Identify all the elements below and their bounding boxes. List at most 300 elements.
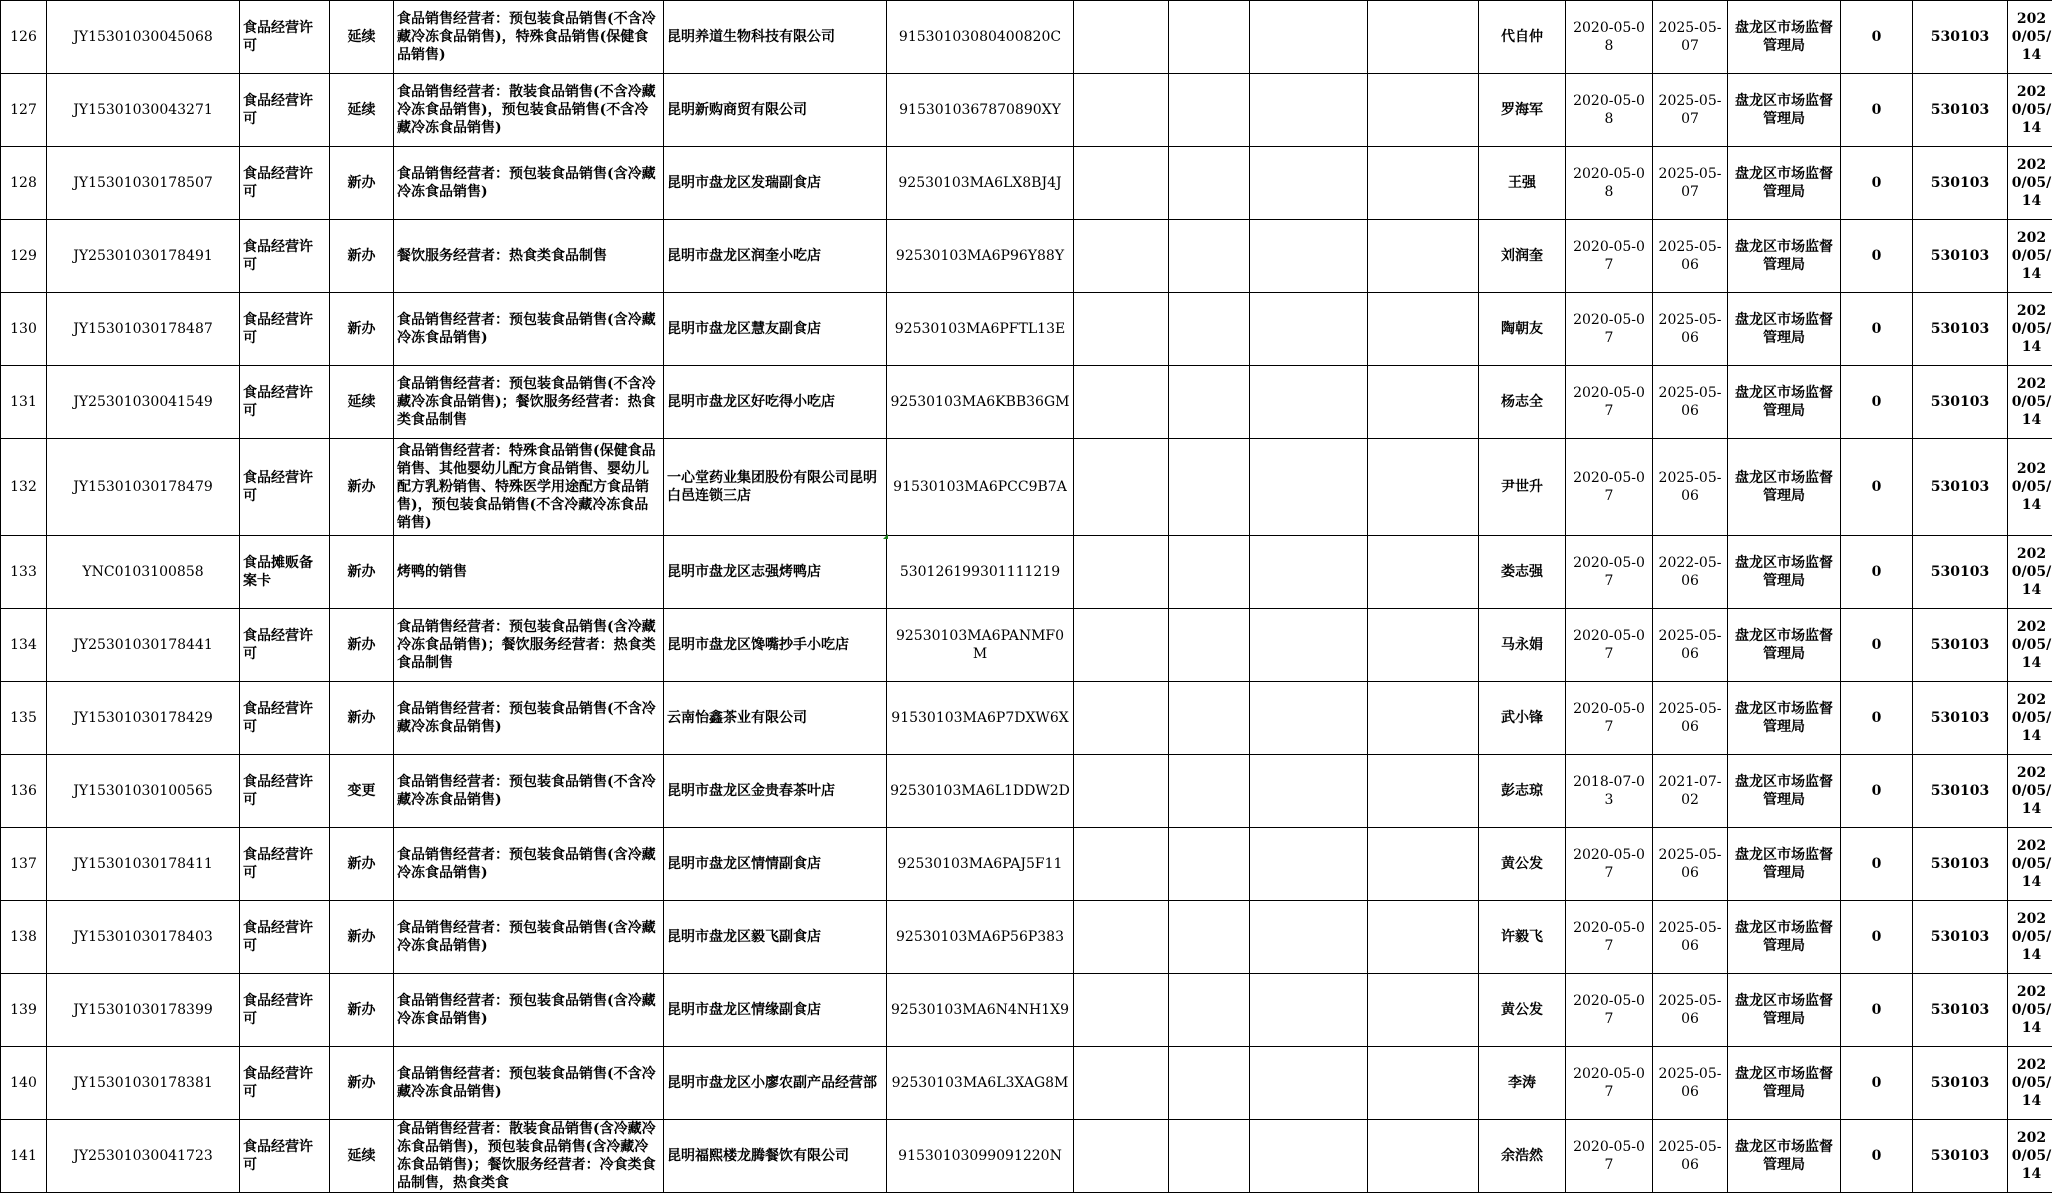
cell-blank bbox=[1368, 439, 1479, 536]
cell-license: JY25301030041549 bbox=[47, 366, 240, 439]
cell-type: 食品经营许可 bbox=[240, 1120, 330, 1193]
cell-license: JY15301030178507 bbox=[47, 147, 240, 220]
cell-scope: 食品销售经营者：散装食品销售(含冷藏冷冻食品销售)，预包装食品销售(含冷藏冷冻食品销售)；餐饮服务经营者：冷食类食品制售，热食类食 bbox=[394, 1120, 664, 1193]
cell-status: 0 bbox=[1841, 1047, 1913, 1120]
cell-area-code: 530103 bbox=[1913, 536, 2008, 609]
cell-blank bbox=[1169, 828, 1250, 901]
cell-action: 新办 bbox=[330, 828, 394, 901]
cell-person: 彭志琼 bbox=[1479, 755, 1566, 828]
cell-authority: 盘龙区市场监督管理局 bbox=[1728, 682, 1841, 755]
table-row bbox=[1, 293, 2052, 366]
cell-credit-code: 91530103099091220N bbox=[887, 1120, 1074, 1193]
cell-action: 延续 bbox=[330, 1120, 394, 1193]
cell-authority: 盘龙区市场监督管理局 bbox=[1728, 974, 1841, 1047]
cell-no: 136 bbox=[1, 755, 47, 828]
cell-license: JY15301030178429 bbox=[47, 682, 240, 755]
cell-end: 2025-05-06 bbox=[1653, 220, 1728, 293]
cell-authority: 盘龙区市场监督管理局 bbox=[1728, 901, 1841, 974]
cell-status: 0 bbox=[1841, 901, 1913, 974]
cell-person: 黄公发 bbox=[1479, 974, 1566, 1047]
cell-blank bbox=[1250, 147, 1368, 220]
table-row bbox=[1, 682, 2052, 755]
cell-status: 0 bbox=[1841, 366, 1913, 439]
cell-pub-date: 2020/05/14 bbox=[2008, 974, 2052, 1047]
cell-end: 2025-05-06 bbox=[1653, 439, 1728, 536]
cell-status: 0 bbox=[1841, 1, 1913, 74]
table-row bbox=[1, 974, 2052, 1047]
cell-blank bbox=[1368, 828, 1479, 901]
cell-authority: 盘龙区市场监督管理局 bbox=[1728, 755, 1841, 828]
cell-scope: 食品销售经营者：散装食品销售(不含冷藏冷冻食品销售)，预包装食品销售(不含冷藏冷冻食品销售) bbox=[394, 74, 664, 147]
cell-blank bbox=[1250, 901, 1368, 974]
cell-authority: 盘龙区市场监督管理局 bbox=[1728, 293, 1841, 366]
cell-credit-code: 91530103MA6P7DXW6X bbox=[887, 682, 1074, 755]
cell-license: JY25301030178441 bbox=[47, 609, 240, 682]
cell-blank bbox=[1074, 220, 1169, 293]
cell-person: 许毅飞 bbox=[1479, 901, 1566, 974]
cell-pub-date: 2020/05/14 bbox=[2008, 828, 2052, 901]
cell-start: 2020-05-07 bbox=[1566, 1120, 1653, 1193]
cell-type: 食品经营许可 bbox=[240, 1, 330, 74]
cell-blank bbox=[1250, 974, 1368, 1047]
cell-blank bbox=[1250, 220, 1368, 293]
table-row bbox=[1, 609, 2052, 682]
cell-person: 尹世升 bbox=[1479, 439, 1566, 536]
cell-blank bbox=[1074, 1, 1169, 74]
table-row bbox=[1, 74, 2052, 147]
cell-action: 新办 bbox=[330, 147, 394, 220]
cell-start: 2020-05-07 bbox=[1566, 974, 1653, 1047]
cell-area-code: 530103 bbox=[1913, 74, 2008, 147]
cell-blank bbox=[1250, 1047, 1368, 1120]
cell-area-code: 530103 bbox=[1913, 293, 2008, 366]
cell-scope: 食品销售经营者：预包装食品销售(不含冷藏冷冻食品销售) bbox=[394, 682, 664, 755]
table-row bbox=[1, 1, 2052, 74]
cell-pub-date: 2020/05/14 bbox=[2008, 220, 2052, 293]
cell-blank bbox=[1169, 1120, 1250, 1193]
cell-no: 139 bbox=[1, 974, 47, 1047]
cell-scope: 食品销售经营者：预包装食品销售(含冷藏冷冻食品销售) bbox=[394, 974, 664, 1047]
cell-blank bbox=[1074, 293, 1169, 366]
cell-license: JY15301030043271 bbox=[47, 74, 240, 147]
cell-person: 刘润奎 bbox=[1479, 220, 1566, 293]
cell-blank bbox=[1250, 682, 1368, 755]
cell-pub-date: 2020/05/14 bbox=[2008, 609, 2052, 682]
cell-license: JY15301030178487 bbox=[47, 293, 240, 366]
cell-status: 0 bbox=[1841, 682, 1913, 755]
cell-blank bbox=[1250, 755, 1368, 828]
cell-end: 2025-05-07 bbox=[1653, 147, 1728, 220]
cell-status: 0 bbox=[1841, 609, 1913, 682]
cell-blank bbox=[1368, 1, 1479, 74]
cell-area-code: 530103 bbox=[1913, 366, 2008, 439]
cell-blank bbox=[1368, 1120, 1479, 1193]
cell-scope: 烤鸭的销售 bbox=[394, 536, 664, 609]
cell-blank bbox=[1074, 901, 1169, 974]
cell-license: JY15301030100565 bbox=[47, 755, 240, 828]
cell-authority: 盘龙区市场监督管理局 bbox=[1728, 609, 1841, 682]
cell-license: JY25301030178491 bbox=[47, 220, 240, 293]
cell-no: 132 bbox=[1, 439, 47, 536]
cell-credit-code: 92530103MA6PAJ5F11 bbox=[887, 828, 1074, 901]
cell-scope: 食品销售经营者：预包装食品销售(含冷藏冷冻食品销售) bbox=[394, 293, 664, 366]
cell-blank bbox=[1250, 366, 1368, 439]
cell-type: 食品经营许可 bbox=[240, 901, 330, 974]
cell-type: 食品经营许可 bbox=[240, 293, 330, 366]
cell-blank bbox=[1368, 536, 1479, 609]
cell-type: 食品经营许可 bbox=[240, 1047, 330, 1120]
cell-type: 食品经营许可 bbox=[240, 755, 330, 828]
cell-authority: 盘龙区市场监督管理局 bbox=[1728, 536, 1841, 609]
cell-end: 2025-05-07 bbox=[1653, 74, 1728, 147]
cell-company: 昆明养道生物科技有限公司 bbox=[664, 1, 887, 74]
cell-blank bbox=[1368, 147, 1479, 220]
cell-license: JY25301030041723 bbox=[47, 1120, 240, 1193]
cell-company: 昆明市盘龙区润奎小吃店 bbox=[664, 220, 887, 293]
cell-credit-code: 92530103MA6P56P383 bbox=[887, 901, 1074, 974]
cell-start: 2020-05-07 bbox=[1566, 682, 1653, 755]
cell-blank bbox=[1074, 1047, 1169, 1120]
cell-person: 余浩然 bbox=[1479, 1120, 1566, 1193]
cell-status: 0 bbox=[1841, 147, 1913, 220]
cell-blank bbox=[1169, 439, 1250, 536]
cell-pub-date: 2020/05/14 bbox=[2008, 901, 2052, 974]
cell-scope: 食品销售经营者：预包装食品销售(不含冷藏冷冻食品销售) bbox=[394, 1047, 664, 1120]
cell-status: 0 bbox=[1841, 1120, 1913, 1193]
cell-end: 2025-05-06 bbox=[1653, 1047, 1728, 1120]
cell-blank bbox=[1074, 536, 1169, 609]
cell-license: JY15301030178399 bbox=[47, 974, 240, 1047]
cell-comment-marker bbox=[883, 534, 888, 539]
cell-blank bbox=[1368, 974, 1479, 1047]
cell-credit-code: 92530103MA6P96Y88Y bbox=[887, 220, 1074, 293]
cell-license: JY15301030178381 bbox=[47, 1047, 240, 1120]
cell-end: 2025-05-06 bbox=[1653, 293, 1728, 366]
cell-end: 2025-05-06 bbox=[1653, 828, 1728, 901]
cell-area-code: 530103 bbox=[1913, 1047, 2008, 1120]
cell-action: 延续 bbox=[330, 366, 394, 439]
cell-blank bbox=[1074, 147, 1169, 220]
cell-pub-date: 2020/05/14 bbox=[2008, 293, 2052, 366]
cell-license: JY15301030178403 bbox=[47, 901, 240, 974]
cell-blank bbox=[1250, 1120, 1368, 1193]
cell-pub-date: 2020/05/14 bbox=[2008, 147, 2052, 220]
cell-credit-code: 92530103MA6PANMF0M bbox=[887, 609, 1074, 682]
cell-scope: 食品销售经营者：预包装食品销售(含冷藏冷冻食品销售) bbox=[394, 147, 664, 220]
cell-company: 昆明新购商贸有限公司 bbox=[664, 74, 887, 147]
cell-credit-code: 91530103MA6PCC9B7A bbox=[887, 439, 1074, 536]
cell-scope: 食品销售经营者：预包装食品销售(含冷藏冷冻食品销售)；餐饮服务经营者：热食类食品制售 bbox=[394, 609, 664, 682]
cell-blank bbox=[1250, 609, 1368, 682]
cell-person: 李涛 bbox=[1479, 1047, 1566, 1120]
cell-company: 昆明市盘龙区馋嘴抄手小吃店 bbox=[664, 609, 887, 682]
cell-blank bbox=[1250, 828, 1368, 901]
cell-blank bbox=[1074, 1120, 1169, 1193]
cell-blank bbox=[1074, 682, 1169, 755]
cell-pub-date: 2020/05/14 bbox=[2008, 536, 2052, 609]
cell-no: 134 bbox=[1, 609, 47, 682]
cell-start: 2020-05-08 bbox=[1566, 1, 1653, 74]
cell-no: 138 bbox=[1, 901, 47, 974]
cell-pub-date: 2020/05/14 bbox=[2008, 682, 2052, 755]
cell-type: 食品经营许可 bbox=[240, 682, 330, 755]
cell-credit-code: 92530103MA6KBB36GM bbox=[887, 366, 1074, 439]
cell-company: 昆明福熙楼龙腾餐饮有限公司 bbox=[664, 1120, 887, 1193]
cell-scope: 食品销售经营者：预包装食品销售(不含冷藏冷冻食品销售)；餐饮服务经营者：热食类食品制售 bbox=[394, 366, 664, 439]
cell-blank bbox=[1169, 901, 1250, 974]
cell-area-code: 530103 bbox=[1913, 439, 2008, 536]
cell-blank bbox=[1368, 293, 1479, 366]
table-row bbox=[1, 439, 2052, 536]
cell-area-code: 530103 bbox=[1913, 147, 2008, 220]
cell-status: 0 bbox=[1841, 74, 1913, 147]
cell-blank bbox=[1169, 366, 1250, 439]
cell-no: 141 bbox=[1, 1120, 47, 1193]
cell-status: 0 bbox=[1841, 974, 1913, 1047]
cell-blank bbox=[1368, 74, 1479, 147]
cell-type: 食品经营许可 bbox=[240, 609, 330, 682]
cell-start: 2020-05-07 bbox=[1566, 366, 1653, 439]
cell-authority: 盘龙区市场监督管理局 bbox=[1728, 147, 1841, 220]
table-row bbox=[1, 220, 2052, 293]
cell-area-code: 530103 bbox=[1913, 609, 2008, 682]
cell-pub-date: 2020/05/14 bbox=[2008, 755, 2052, 828]
cell-license: JY15301030045068 bbox=[47, 1, 240, 74]
cell-start: 2020-05-07 bbox=[1566, 1047, 1653, 1120]
cell-pub-date: 2020/05/14 bbox=[2008, 1047, 2052, 1120]
cell-blank bbox=[1074, 609, 1169, 682]
cell-start: 2020-05-07 bbox=[1566, 609, 1653, 682]
cell-type: 食品经营许可 bbox=[240, 366, 330, 439]
cell-person: 娄志强 bbox=[1479, 536, 1566, 609]
table-row bbox=[1, 1120, 2052, 1193]
cell-person: 黄公发 bbox=[1479, 828, 1566, 901]
cell-blank bbox=[1368, 755, 1479, 828]
cell-company: 昆明市盘龙区志强烤鸭店 bbox=[664, 536, 887, 609]
cell-authority: 盘龙区市场监督管理局 bbox=[1728, 366, 1841, 439]
cell-action: 新办 bbox=[330, 536, 394, 609]
cell-blank bbox=[1074, 974, 1169, 1047]
cell-end: 2025-05-06 bbox=[1653, 901, 1728, 974]
cell-pub-date: 2020/05/14 bbox=[2008, 1120, 2052, 1193]
cell-credit-code: 92530103MA6L3XAG8M bbox=[887, 1047, 1074, 1120]
cell-company: 云南怡鑫茶业有限公司 bbox=[664, 682, 887, 755]
cell-action: 新办 bbox=[330, 1047, 394, 1120]
cell-status: 0 bbox=[1841, 439, 1913, 536]
cell-blank bbox=[1074, 366, 1169, 439]
cell-authority: 盘龙区市场监督管理局 bbox=[1728, 1047, 1841, 1120]
cell-blank bbox=[1169, 1047, 1250, 1120]
cell-person: 马永娟 bbox=[1479, 609, 1566, 682]
cell-blank bbox=[1368, 609, 1479, 682]
cell-credit-code: 92530103MA6N4NH1X9 bbox=[887, 974, 1074, 1047]
cell-authority: 盘龙区市场监督管理局 bbox=[1728, 74, 1841, 147]
cell-authority: 盘龙区市场监督管理局 bbox=[1728, 1120, 1841, 1193]
cell-blank bbox=[1250, 1, 1368, 74]
cell-status: 0 bbox=[1841, 220, 1913, 293]
cell-action: 新办 bbox=[330, 293, 394, 366]
cell-blank bbox=[1169, 220, 1250, 293]
cell-blank bbox=[1074, 439, 1169, 536]
cell-scope: 食品销售经营者：特殊食品销售(保健食品销售、其他婴幼儿配方食品销售、婴幼儿配方乳粉销售、特殊医学用途配方食品销售)，预包装食品销售(不含冷藏冷冻食品销售) bbox=[394, 439, 664, 536]
cell-end: 2025-05-06 bbox=[1653, 1120, 1728, 1193]
cell-company: 昆明市盘龙区情缘副食店 bbox=[664, 974, 887, 1047]
cell-blank bbox=[1368, 366, 1479, 439]
cell-no: 130 bbox=[1, 293, 47, 366]
cell-blank bbox=[1250, 439, 1368, 536]
cell-area-code: 530103 bbox=[1913, 755, 2008, 828]
cell-end: 2025-05-06 bbox=[1653, 366, 1728, 439]
cell-area-code: 530103 bbox=[1913, 828, 2008, 901]
cell-action: 新办 bbox=[330, 609, 394, 682]
cell-blank bbox=[1169, 974, 1250, 1047]
cell-blank bbox=[1169, 293, 1250, 366]
cell-end: 2021-07-02 bbox=[1653, 755, 1728, 828]
cell-authority: 盘龙区市场监督管理局 bbox=[1728, 828, 1841, 901]
cell-action: 新办 bbox=[330, 220, 394, 293]
cell-credit-code: 92530103MA6LX8BJ4J bbox=[887, 147, 1074, 220]
cell-blank bbox=[1074, 74, 1169, 147]
cell-action: 新办 bbox=[330, 439, 394, 536]
cell-status: 0 bbox=[1841, 828, 1913, 901]
cell-action: 变更 bbox=[330, 755, 394, 828]
cell-start: 2020-05-07 bbox=[1566, 901, 1653, 974]
cell-company: 昆明市盘龙区发瑞副食店 bbox=[664, 147, 887, 220]
cell-company: 昆明市盘龙区慧友副食店 bbox=[664, 293, 887, 366]
cell-credit-code: 915301030804008​20C bbox=[887, 1, 1074, 74]
cell-blank bbox=[1169, 755, 1250, 828]
cell-blank bbox=[1368, 1047, 1479, 1120]
cell-area-code: 530103 bbox=[1913, 682, 2008, 755]
table-row bbox=[1, 147, 2052, 220]
cell-type: 食品经营许可 bbox=[240, 147, 330, 220]
cell-type: 食品摊贩备案卡 bbox=[240, 536, 330, 609]
cell-company: 昆明市盘龙区金贵春茶叶店 bbox=[664, 755, 887, 828]
cell-blank bbox=[1169, 74, 1250, 147]
cell-action: 新办 bbox=[330, 682, 394, 755]
cell-credit-code: 530126199301111219 bbox=[887, 536, 1074, 609]
cell-no: 127 bbox=[1, 74, 47, 147]
cell-person: 陶朝友 bbox=[1479, 293, 1566, 366]
cell-no: 129 bbox=[1, 220, 47, 293]
cell-credit-code: 92530103MA6L1DDW2D bbox=[887, 755, 1074, 828]
cell-type: 食品经营许可 bbox=[240, 74, 330, 147]
cell-blank bbox=[1368, 901, 1479, 974]
cell-start: 2020-05-07 bbox=[1566, 293, 1653, 366]
cell-no: 133 bbox=[1, 536, 47, 609]
cell-blank bbox=[1074, 828, 1169, 901]
cell-person: 王强 bbox=[1479, 147, 1566, 220]
cell-start: 2020-05-07 bbox=[1566, 828, 1653, 901]
cell-end: 2025-05-06 bbox=[1653, 682, 1728, 755]
cell-end: 2022-05-06 bbox=[1653, 536, 1728, 609]
cell-no: 137 bbox=[1, 828, 47, 901]
cell-license: JY15301030178411 bbox=[47, 828, 240, 901]
cell-area-code: 530103 bbox=[1913, 1120, 2008, 1193]
cell-blank bbox=[1368, 220, 1479, 293]
table-row bbox=[1, 828, 2052, 901]
cell-authority: 盘龙区市场监督管理局 bbox=[1728, 1, 1841, 74]
cell-credit-code: 91530103678708​90XY bbox=[887, 74, 1074, 147]
cell-type: 食品经营许可 bbox=[240, 220, 330, 293]
cell-no: 140 bbox=[1, 1047, 47, 1120]
cell-authority: 盘龙区市场监督管理局 bbox=[1728, 439, 1841, 536]
cell-credit-code: 92530103MA6PFTL13E bbox=[887, 293, 1074, 366]
cell-blank bbox=[1368, 682, 1479, 755]
cell-company: 昆明市盘龙区好吃得小吃店 bbox=[664, 366, 887, 439]
cell-person: 杨志全 bbox=[1479, 366, 1566, 439]
table-body bbox=[1, 1, 2052, 1193]
cell-pub-date: 2020/05/14 bbox=[2008, 439, 2052, 536]
cell-action: 延续 bbox=[330, 1, 394, 74]
cell-start: 2018-07-03 bbox=[1566, 755, 1653, 828]
cell-action: 新办 bbox=[330, 974, 394, 1047]
table-row bbox=[1, 1047, 2052, 1120]
cell-blank bbox=[1250, 293, 1368, 366]
cell-company: 昆明市盘龙区毅飞副食店 bbox=[664, 901, 887, 974]
cell-no: 135 bbox=[1, 682, 47, 755]
table-row bbox=[1, 755, 2052, 828]
cell-type: 食品经营许可 bbox=[240, 439, 330, 536]
cell-start: 2020-05-08 bbox=[1566, 147, 1653, 220]
cell-blank bbox=[1074, 755, 1169, 828]
cell-action: 延续 bbox=[330, 74, 394, 147]
cell-scope: 餐饮服务经营者：热食类食品制售 bbox=[394, 220, 664, 293]
cell-area-code: 530103 bbox=[1913, 901, 2008, 974]
cell-start: 2020-05-07 bbox=[1566, 220, 1653, 293]
cell-type: 食品经营许可 bbox=[240, 828, 330, 901]
cell-no: 126 bbox=[1, 1, 47, 74]
cell-blank bbox=[1250, 536, 1368, 609]
cell-end: 2025-05-07 bbox=[1653, 1, 1728, 74]
cell-blank bbox=[1169, 609, 1250, 682]
cell-blank bbox=[1169, 147, 1250, 220]
cell-pub-date: 2020/05/14 bbox=[2008, 1, 2052, 74]
cell-pub-date: 2020/05/14 bbox=[2008, 74, 2052, 147]
cell-company: 昆明市盘龙区小廖农副产品经营部 bbox=[664, 1047, 887, 1120]
table-row bbox=[1, 366, 2052, 439]
cell-action: 新办 bbox=[330, 901, 394, 974]
cell-authority: 盘龙区市场监督管理局 bbox=[1728, 220, 1841, 293]
cell-company: 昆明市盘龙区情情副食店 bbox=[664, 828, 887, 901]
cell-company: 一心堂药业集团股份有限公司昆明白邑连锁三店 bbox=[664, 439, 887, 536]
cell-blank bbox=[1250, 74, 1368, 147]
cell-scope: 食品销售经营者：预包装食品销售(不含冷藏冷冻食品销售) bbox=[394, 755, 664, 828]
cell-person: 罗海军 bbox=[1479, 74, 1566, 147]
cell-end: 2025-05-06 bbox=[1653, 974, 1728, 1047]
cell-blank bbox=[1169, 536, 1250, 609]
table-row bbox=[1, 536, 2052, 609]
cell-no: 128 bbox=[1, 147, 47, 220]
cell-area-code: 530103 bbox=[1913, 974, 2008, 1047]
cell-blank bbox=[1169, 1, 1250, 74]
cell-area-code: 530103 bbox=[1913, 1, 2008, 74]
cell-status: 0 bbox=[1841, 536, 1913, 609]
cell-scope: 食品销售经营者：预包装食品销售(含冷藏冷冻食品销售) bbox=[394, 828, 664, 901]
cell-license: JY15301030178479 bbox=[47, 439, 240, 536]
cell-license: YNC0103100858 bbox=[47, 536, 240, 609]
cell-blank bbox=[1169, 682, 1250, 755]
cell-start: 2020-05-07 bbox=[1566, 536, 1653, 609]
cell-start: 2020-05-07 bbox=[1566, 439, 1653, 536]
cell-person: 武小锋 bbox=[1479, 682, 1566, 755]
cell-pub-date: 2020/05/14 bbox=[2008, 366, 2052, 439]
cell-end: 2025-05-06 bbox=[1653, 609, 1728, 682]
cell-status: 0 bbox=[1841, 293, 1913, 366]
cell-start: 2020-05-08 bbox=[1566, 74, 1653, 147]
cell-scope: 食品销售经营者：预包装食品销售(不含冷藏冷冻食品销售)，特殊食品销售(保健食品销售) bbox=[394, 1, 664, 74]
cell-scope: 食品销售经营者：预包装食品销售(含冷藏冷冻食品销售) bbox=[394, 901, 664, 974]
